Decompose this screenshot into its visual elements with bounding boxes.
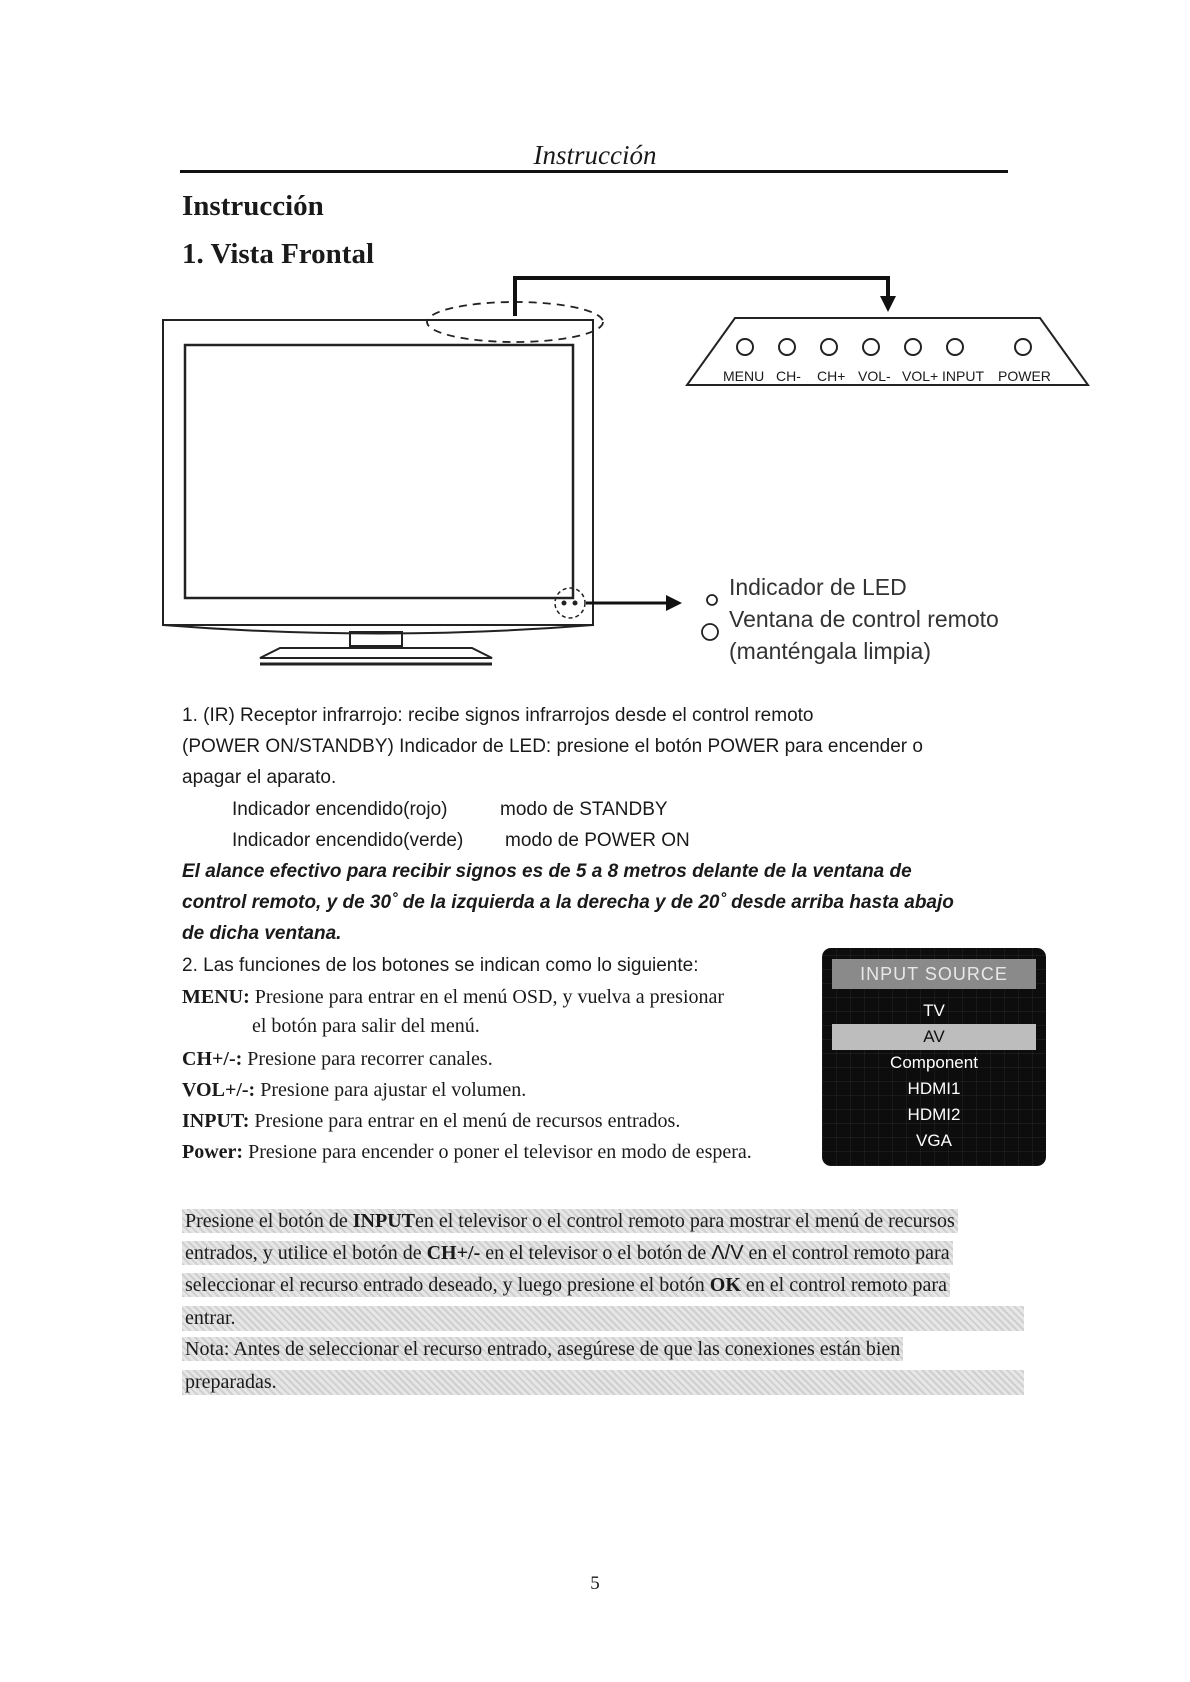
power-led-line-cont: apagar el aparato. <box>182 767 337 788</box>
led-state-red: Indicador encendido(rojo) <box>232 799 448 820</box>
osd-title: INPUT SOURCE <box>832 959 1036 989</box>
note-l6: preparadas. <box>182 1370 1024 1395</box>
header-rule <box>180 170 1008 173</box>
ch-desc: Presione para recorrer canales. <box>247 1048 493 1070</box>
power-desc: Presione para encender o poner el televisor en modo de espera. <box>248 1141 752 1163</box>
led-indicator-callout: Indicador de LED <box>729 574 907 600</box>
arrow-right-icon <box>666 595 682 611</box>
remote-window-note: (manténgala limpia) <box>729 638 931 664</box>
page-header-title: Instrucción <box>533 140 657 170</box>
vol-desc: Presione para ajustar el volumen. <box>260 1079 527 1101</box>
note-l3a: seleccionar el recurso entrado deseado, y luego presione el botón <box>185 1274 710 1296</box>
subsection-title: 1. Vista Frontal <box>182 238 374 270</box>
note-l1b-input: INPUT <box>352 1210 415 1232</box>
range-warning-line-1: El alance efectivo para recibir signos es de 5 a 8 metros delante de la ventana de <box>182 861 912 882</box>
note-l2e: en el control remoto para <box>743 1242 950 1264</box>
note-l3b-ok: OK <box>709 1274 741 1296</box>
button-label-menu: MENU <box>723 368 765 384</box>
button-label-power: POWER <box>998 368 1051 384</box>
note-line-6 <box>182 1370 1024 1395</box>
osd-item-hdmi1: HDMI1 <box>907 1079 961 1098</box>
power-term: Power: <box>182 1141 244 1163</box>
menu-function <box>182 986 724 1009</box>
tv-stand-base <box>260 648 492 658</box>
button-label-input: INPUT <box>942 368 984 384</box>
ir-receiver-line: 1. (IR) Receptor infrarrojo: recibe signos infrarrojos desde el control remoto <box>182 705 814 726</box>
range-warning-line-3: de dicha ventana. <box>182 923 342 944</box>
input-term: INPUT: <box>182 1110 250 1132</box>
range-warning-line-2: control remoto, y de 30˚ de la izquierda a la derecha y de 20˚ desde arriba hasta abajo <box>182 892 954 913</box>
menu-term: MENU: <box>182 986 250 1008</box>
button-label-vol-plus: VOL+ <box>902 368 939 384</box>
ch-function <box>182 1048 493 1071</box>
page-number: 5 <box>590 1573 600 1594</box>
menu-desc: Presione para entrar en el menú OSD, y vuelva a presionar <box>254 986 725 1008</box>
osd-item-hdmi2: HDMI2 <box>907 1105 961 1124</box>
ir-led-area <box>555 588 585 618</box>
button-label-ch-plus: CH+ <box>817 368 846 384</box>
led-state-green: Indicador encendido(verde) <box>232 830 464 851</box>
power-led-line: (POWER ON/STANDBY) Indicador de LED: presione el botón POWER para encender o <box>182 736 923 757</box>
osd-item-av-selected: AV <box>832 1024 1036 1050</box>
vol-function <box>182 1079 526 1102</box>
input-desc: Presione para entrar en el menú de recursos entrados. <box>254 1110 681 1132</box>
note-l2a: entrados, y utilice el botón de <box>185 1242 427 1264</box>
section-title: Instrucción <box>182 190 324 222</box>
menu-desc-cont: el botón para salir del menú. <box>252 1015 480 1037</box>
tv-bezel <box>163 320 593 625</box>
led-mode-power-on: modo de POWER ON <box>505 830 690 851</box>
tv-screen <box>185 345 573 598</box>
note-line-1 <box>182 1210 958 1233</box>
osd-item-component: Component <box>890 1053 978 1072</box>
note-l1a: Presione el botón de <box>185 1210 353 1232</box>
osd-item-vga: VGA <box>916 1131 952 1150</box>
input-function <box>182 1110 680 1133</box>
remote-window-bullet-icon <box>702 624 718 640</box>
note-line-3 <box>182 1274 950 1297</box>
note-l1c: en el televisor o el control remoto para mostrar el menú de recursos <box>414 1210 955 1232</box>
input-source-osd-menu <box>822 948 1046 1166</box>
note-l3c: en el control remoto para <box>740 1274 947 1296</box>
note-l4: entrar. <box>182 1306 1024 1331</box>
arrow-down-icon <box>880 296 896 312</box>
button-label-ch-minus: CH- <box>776 368 801 384</box>
vol-term: VOL+/-: <box>182 1079 256 1101</box>
note-line-2 <box>182 1242 953 1265</box>
power-function <box>182 1141 752 1164</box>
led-mode-standby: modo de STANDBY <box>500 799 668 820</box>
up-down-arrow-icon: Λ/V <box>711 1242 744 1264</box>
led-bullet-icon <box>707 595 717 605</box>
remote-window-callout: Ventana de control remoto <box>729 606 999 632</box>
note-l5: Nota: Antes de seleccionar el recurso entrado, asegúrese de que las conexiones están bien <box>182 1337 903 1361</box>
functions-intro: 2. Las funciones de los botones se indican como lo siguiente: <box>182 955 699 976</box>
osd-item-tv: TV <box>923 1001 945 1020</box>
ch-term: CH+/-: <box>182 1048 243 1070</box>
button-label-vol-minus: VOL- <box>858 368 891 384</box>
note-l2b-ch: CH+/- <box>426 1242 481 1264</box>
note-line-4 <box>182 1306 1024 1331</box>
note-l2c: en el televisor o el botón de <box>480 1242 712 1264</box>
note-line-5 <box>182 1338 903 1361</box>
